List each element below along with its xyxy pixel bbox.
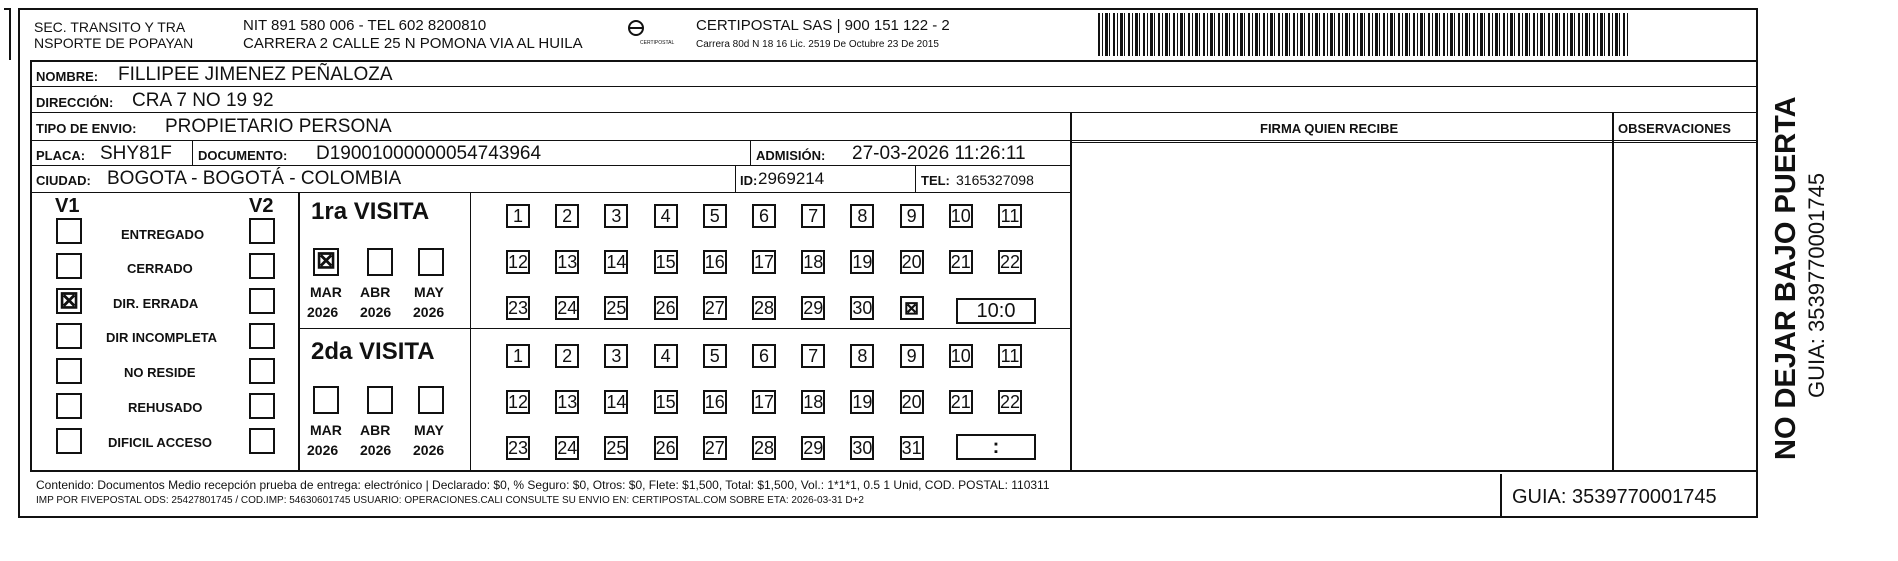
day-box-18[interactable]: 18: [803, 392, 824, 412]
reason-dificil-acceso: DIFICIL ACCESO: [108, 435, 213, 450]
divider: [30, 470, 1758, 472]
divider: [298, 192, 300, 470]
carrier-line1: CERTIPOSTAL SAS | 900 151 122 - 2: [696, 17, 950, 34]
month-box-abr[interactable]: [367, 248, 393, 276]
divider: [298, 328, 1070, 329]
nombre-label: NOMBRE:: [36, 69, 99, 84]
day-box-7[interactable]: 7: [801, 344, 825, 368]
day-box-9[interactable]: 9: [900, 344, 924, 368]
month-label-abr: ABR: [360, 284, 391, 300]
month-label-may: MAY: [414, 284, 444, 300]
divider: [30, 192, 1070, 193]
address-line: CARRERA 2 CALLE 25 N POMONA VIA AL HUILA: [243, 35, 583, 52]
tel-label: TEL:: [921, 173, 950, 188]
day-box-31[interactable]: 31: [901, 438, 922, 458]
divider: [1612, 112, 1614, 470]
reason-dir-errada: DIR. ERRADA: [113, 296, 199, 311]
day-box-2[interactable]: 2: [555, 204, 579, 228]
v2-checkbox-cerrado[interactable]: [249, 253, 275, 279]
day-box-3[interactable]: 3: [604, 204, 628, 228]
direccion-label: DIRECCIÓN:: [36, 95, 114, 110]
day-box-17[interactable]: 17: [754, 252, 775, 272]
day-box-22[interactable]: 22: [1000, 252, 1021, 272]
month-box-may[interactable]: [418, 248, 444, 276]
margin-mark: [9, 8, 11, 60]
no-dejar-bajo-puerta: NO DEJAR BAJO PUERTA: [1770, 96, 1802, 460]
month-label-abr: ABR: [360, 422, 391, 438]
v2-checkbox-dificil-acceso[interactable]: [249, 428, 275, 454]
placa-label: PLACA:: [36, 148, 86, 163]
day-box-2[interactable]: 2: [555, 344, 579, 368]
day-box-15[interactable]: 15: [655, 392, 676, 412]
id-label: ID:: [740, 173, 758, 188]
documento-label: DOCUMENTO:: [198, 148, 288, 163]
ciudad-label: CIUDAD:: [36, 173, 91, 188]
day-box-5[interactable]: 5: [703, 344, 727, 368]
day-box-9[interactable]: 9: [900, 204, 924, 228]
divider: [192, 140, 193, 165]
v1-checkbox-entregado[interactable]: [56, 218, 82, 244]
direccion-value: CRA 7 NO 19 92: [132, 90, 274, 111]
year-label: 2026: [360, 442, 392, 458]
day-box-4[interactable]: 4: [654, 344, 678, 368]
v2-checkbox-dir-incompleta[interactable]: [249, 323, 275, 349]
check-mark-icon: ⊠: [59, 287, 80, 314]
day-box-11[interactable]: 11: [998, 204, 1022, 228]
day-box-27[interactable]: 27: [704, 438, 725, 458]
day-box-12[interactable]: 12: [508, 252, 529, 272]
footer-imp: IMP POR FIVEPOSTAL ODS: 25427801745 / COD.IMP: 54630601745 USUARIO: OPERACIONES.CALI CONSULTE SU ENVIO EN: CERTIPOSTAL.COM SOBRE ETA: 2026-03-31 D+2: [36, 495, 864, 506]
day-box-17[interactable]: 17: [754, 392, 775, 412]
logo-text: CERTIPOSTAL: [640, 40, 675, 46]
v1-label: V1: [55, 195, 80, 217]
day-box-10[interactable]: 10: [950, 206, 971, 226]
footer-guia: GUIA: 3539770001745: [1512, 486, 1717, 508]
day-box-28[interactable]: 28: [754, 298, 775, 318]
tipo-envio-label: TIPO DE ENVIO:: [36, 121, 137, 136]
day-box-20[interactable]: 20: [901, 252, 922, 272]
v2-checkbox-no-reside[interactable]: [249, 358, 275, 384]
day-box-13[interactable]: 13: [557, 252, 578, 272]
divider: [750, 140, 751, 165]
side-guia: GUIA: 3539770001745: [1804, 172, 1829, 398]
month-label-mar: MAR: [310, 284, 342, 300]
second-visit-time-field[interactable]: :: [956, 434, 1036, 460]
divider: [915, 165, 916, 192]
day-box-31-checked[interactable]: ⊠: [900, 296, 924, 320]
divider: [30, 86, 1758, 87]
day-box-19[interactable]: 19: [852, 252, 873, 272]
day-box-25[interactable]: 25: [606, 438, 627, 458]
day-box-8[interactable]: 8: [850, 204, 874, 228]
day-box-8[interactable]: 8: [850, 344, 874, 368]
day-box-16[interactable]: 16: [704, 392, 725, 412]
nit-line: NIT 891 580 006 - TEL 602 8200810: [243, 17, 487, 34]
day-box-5[interactable]: 5: [703, 204, 727, 228]
day-box-21[interactable]: 21: [950, 252, 971, 272]
placa-value: SHY81F: [100, 143, 172, 164]
divider: [30, 165, 1070, 166]
v2-checkbox-entregado[interactable]: [249, 218, 275, 244]
year-label: 2026: [360, 304, 392, 320]
day-box-25[interactable]: 25: [606, 298, 627, 318]
v1-checkbox-cerrado[interactable]: [56, 253, 82, 279]
day-box-23[interactable]: 23: [508, 438, 529, 458]
divider: [30, 60, 32, 470]
day-box-16[interactable]: 16: [704, 252, 725, 272]
reason-dir-incompleta: DIR INCOMPLETA: [106, 330, 217, 345]
year-label: 2026: [413, 304, 445, 320]
day-box-28[interactable]: 28: [754, 438, 775, 458]
certipostal-logo: [616, 14, 662, 54]
day-box-12[interactable]: 12: [508, 392, 529, 412]
first-visit-title: 1ra VISITA: [311, 198, 430, 225]
day-box-24[interactable]: 24: [557, 298, 578, 318]
divider: [735, 165, 736, 192]
day-box-22[interactable]: 22: [1000, 392, 1021, 412]
v1-checkbox-dir-errada[interactable]: [56, 288, 82, 314]
v1-checkbox-dificil-acceso[interactable]: [56, 428, 82, 454]
divider: [30, 112, 1758, 113]
v2-checkbox-rehusado[interactable]: [249, 393, 275, 419]
day-box-26[interactable]: 26: [655, 298, 676, 318]
admision-label: ADMISIÓN:: [756, 148, 826, 163]
documento-value: D19001000000054743964: [316, 143, 542, 164]
day-box-15[interactable]: 15: [655, 252, 676, 272]
nombre-value: FILLIPEE JIMENEZ PEÑALOZA: [118, 64, 393, 85]
ciudad-value: BOGOTA - BOGOTÁ - COLOMBIA: [107, 168, 402, 189]
v1-checkbox-no-reside[interactable]: [56, 358, 82, 384]
divider: [470, 192, 471, 470]
month-box-mar[interactable]: [313, 386, 339, 414]
day-box-18[interactable]: 18: [803, 252, 824, 272]
day-box-24[interactable]: 24: [557, 438, 578, 458]
day-box-14[interactable]: 14: [606, 252, 627, 272]
day-box-6[interactable]: 6: [752, 344, 776, 368]
id-value: 2969214: [758, 169, 825, 188]
year-label: 2026: [307, 442, 339, 458]
month-box-may[interactable]: [418, 386, 444, 414]
reason-entregado: ENTREGADO: [121, 227, 205, 242]
reason-rehusado: REHUSADO: [128, 400, 203, 415]
divider: [1070, 142, 1758, 143]
day-box-29[interactable]: 29: [803, 298, 824, 318]
carrier-line2: Carrera 80d N 18 16 Lic. 2519 De Octubre 23 De 2015: [696, 39, 939, 50]
day-box-27[interactable]: 27: [704, 298, 725, 318]
year-label: 2026: [307, 304, 339, 320]
observaciones-label: OBSERVACIONES: [1618, 121, 1731, 136]
sender-line1: SEC. TRANSITO Y TRA: [34, 19, 186, 35]
day-box-7[interactable]: 7: [801, 204, 825, 228]
day-box-30[interactable]: 30: [852, 438, 873, 458]
day-box-20[interactable]: 20: [901, 392, 922, 412]
tel-value: 3165327098: [956, 172, 1034, 188]
month-box-mar[interactable]: [313, 248, 339, 276]
day-box-4[interactable]: 4: [654, 204, 678, 228]
month-label-mar: MAR: [310, 422, 342, 438]
day-box-10[interactable]: 10: [950, 346, 971, 366]
month-label-may: MAY: [414, 422, 444, 438]
day-box-23[interactable]: 23: [508, 298, 529, 318]
reason-no-reside: NO RESIDE: [124, 365, 196, 380]
firma-label: FIRMA QUIEN RECIBE: [1260, 121, 1399, 136]
barcode: [1098, 13, 1628, 56]
v2-checkbox-dir-errada[interactable]: [249, 288, 275, 314]
second-visit-title: 2da VISITA: [311, 338, 435, 365]
divider: [30, 140, 1758, 141]
day-box-19[interactable]: 19: [852, 392, 873, 412]
v1-checkbox-rehusado[interactable]: [56, 393, 82, 419]
day-box-11[interactable]: 11: [998, 344, 1022, 368]
month-box-abr[interactable]: [367, 386, 393, 414]
tipo-envio-value: PROPIETARIO PERSONA: [165, 116, 392, 137]
divider: [1070, 112, 1072, 470]
day-box-21[interactable]: 21: [950, 392, 971, 412]
day-box-13[interactable]: 13: [557, 392, 578, 412]
admision-value: 27-03-2026 11:26:11: [852, 143, 1026, 164]
day-box-30[interactable]: 30: [852, 298, 873, 318]
first-visit-time-field[interactable]: 10:0: [956, 298, 1036, 324]
divider: [30, 60, 1758, 62]
footer-contenido: Contenido: Documentos Medio recepción prueba de entrega: electrónico | Declarado: $0, % Seguro: $0, Otros: $0, Flete: $1,500, Total: $1,500, Vol.: 1*1*1, 0.5 1 Unid, COD. POSTAL: 110311: [36, 478, 1050, 492]
day-box-3[interactable]: 3: [604, 344, 628, 368]
v2-label: V2: [249, 195, 274, 217]
day-box-1[interactable]: 1: [506, 204, 530, 228]
reason-cerrado: CERRADO: [127, 261, 193, 276]
sender-line2: NSPORTE DE POPAYAN: [34, 35, 194, 51]
v1-checkbox-dir-incompleta[interactable]: [56, 323, 82, 349]
day-box-29[interactable]: 29: [803, 438, 824, 458]
day-box-1[interactable]: 1: [506, 344, 530, 368]
check-mark-icon: ⊠: [316, 247, 337, 274]
day-box-6[interactable]: 6: [752, 204, 776, 228]
day-box-14[interactable]: 14: [606, 392, 627, 412]
year-label: 2026: [413, 442, 445, 458]
day-box-26[interactable]: 26: [655, 438, 676, 458]
